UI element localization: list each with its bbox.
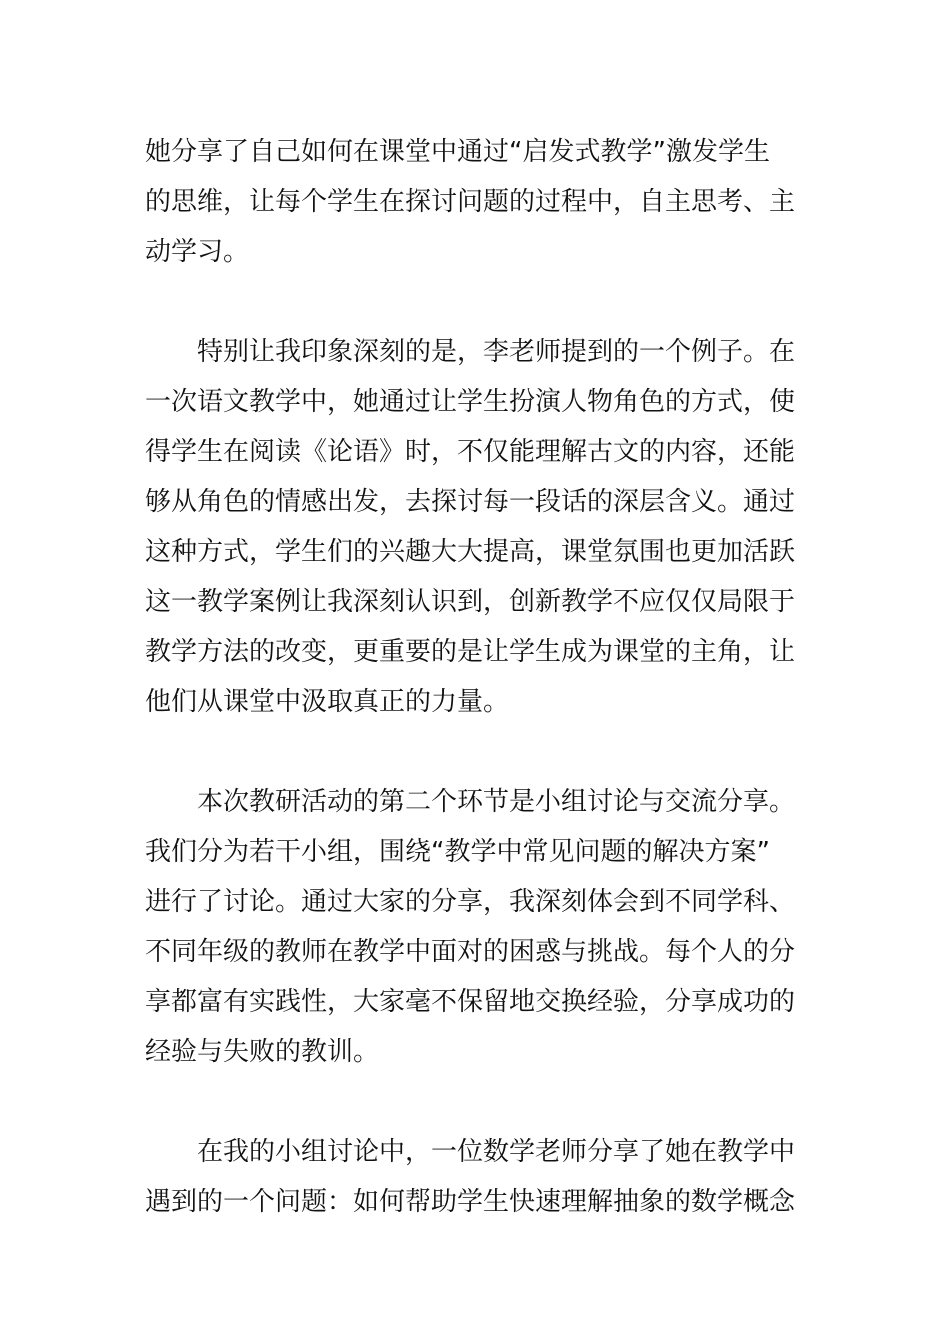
paragraph-1-line-1: 她分享了自己如何在课堂中通过“启发式教学”激发学生 bbox=[145, 137, 770, 167]
paragraph-4-line-2: 遇到的一个问题：如何帮助学生快速理解抽象的数学概念 bbox=[145, 1187, 796, 1217]
paragraph-3-line-5: 享都富有实践性，大家毫不保留地交换经验，分享成功的 bbox=[145, 987, 796, 1017]
paragraph-3-line-4: 不同年级的教师在教学中面对的困惑与挑战。每个人的分 bbox=[145, 937, 796, 967]
paragraph-3-line-3: 进行了讨论。通过大家的分享，我深刻体会到不同学科、 bbox=[145, 887, 796, 917]
paragraph-2-line-4: 够从角色的情感出发，去探讨每一段话的深层含义。通过 bbox=[145, 487, 796, 517]
paragraph-2-line-3: 得学生在阅读《论语》时，不仅能理解古文的内容，还能 bbox=[145, 437, 796, 467]
paragraph-2-line-8: 他们从课堂中汲取真正的力量。 bbox=[145, 687, 510, 717]
paragraph-3-line-1: 本次教研活动的第二个环节是小组讨论与交流分享。 bbox=[197, 787, 796, 817]
paragraph-2-line-1: 特别让我印象深刻的是，李老师提到的一个例子。在 bbox=[197, 337, 796, 367]
paragraph-4-line-1: 在我的小组讨论中，一位数学老师分享了她在教学中 bbox=[197, 1137, 796, 1167]
paragraph-2-line-7: 教学方法的改变，更重要的是让学生成为课堂的主角，让 bbox=[145, 637, 796, 667]
paragraph-3-line-2: 我们分为若干小组，围绕“教学中常见问题的解决方案” bbox=[145, 837, 770, 867]
paragraph-2-line-5: 这种方式，学生们的兴趣大大提高，课堂氛围也更加活跃 bbox=[145, 537, 796, 567]
paragraph-1-line-3: 动学习。 bbox=[145, 237, 250, 267]
paragraph-1-line-2: 的思维，让每个学生在探讨问题的过程中，自主思考、主 bbox=[145, 187, 796, 217]
paragraph-2-line-6: 这一教学案例让我深刻认识到，创新教学不应仅仅局限于 bbox=[145, 587, 796, 617]
paragraph-3-line-6: 经验与失败的教训。 bbox=[145, 1037, 380, 1067]
paragraph-2-line-2: 一次语文教学中，她通过让学生扮演人物角色的方式，使 bbox=[145, 387, 796, 417]
